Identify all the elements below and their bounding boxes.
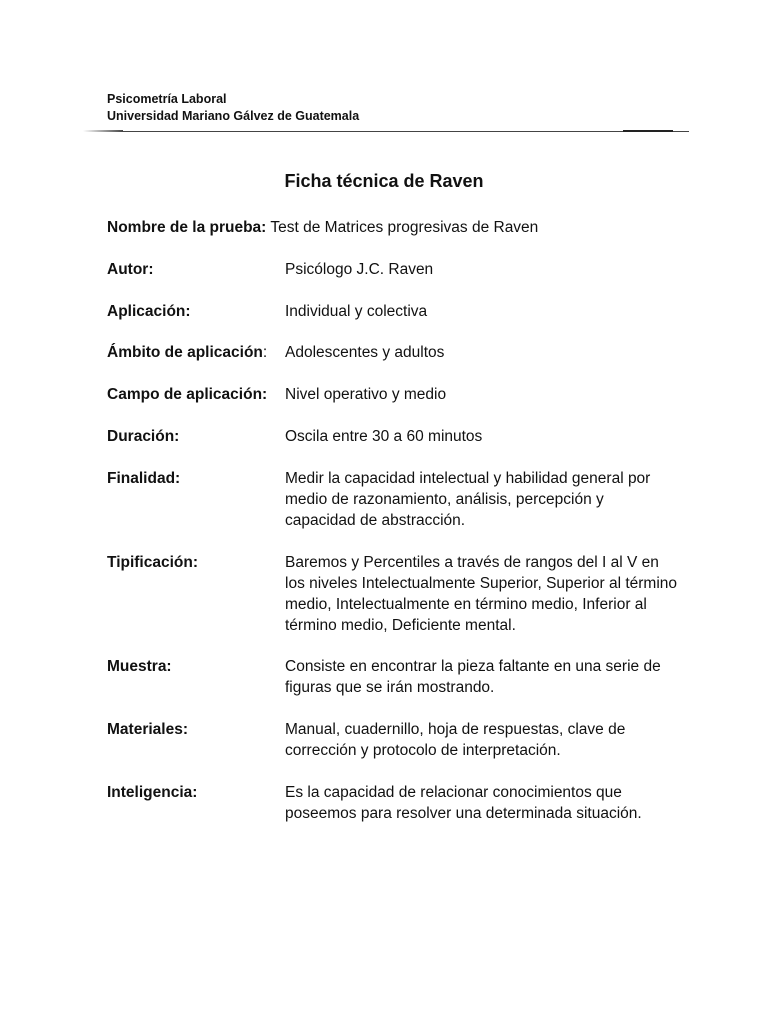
test-name-label: Nombre de la prueba:: [107, 219, 267, 236]
document-header: [107, 91, 359, 125]
field-value: Es la capacidad de relacionar conocimientos que poseemos para resolver una determinada situación.: [285, 784, 642, 822]
field-value: Manual, cuadernillo, hoja de respuestas, clave de corrección y protocolo de interpretación.: [285, 721, 626, 759]
header-divider: [83, 131, 689, 132]
field-value: Baremos y Percentiles a través de rangos del I al V en los niveles Intelectualmente Superior, Superior al término medio, Intelectualmente en término medio, Inferior al término medio, Deficiente mental.: [285, 554, 678, 634]
field-value: Medir la capacidad intelectual y habilidad general por medio de razonamiento, análisis, percepción y capacidad de abstracción.: [285, 470, 651, 529]
field-label: Materiales:: [107, 721, 188, 738]
field-value: Psicólogo J.C. Raven: [285, 261, 434, 278]
field-label: Duración:: [107, 428, 180, 445]
field-label: Tipificación:: [107, 554, 199, 571]
test-name-value: Test de Matrices progresivas de Raven: [270, 219, 539, 236]
course-name: Psicometría Laboral: [107, 92, 227, 106]
university-name: Universidad Mariano Gálvez de Guatemala: [107, 109, 360, 123]
field-value: Consiste en encontrar la pieza faltante en una serie de figuras que se irán mostrando.: [285, 658, 661, 696]
page-title: Ficha técnica de Raven: [284, 171, 484, 191]
field-label: Campo de aplicación:: [107, 386, 268, 403]
field-label-text: Ámbito de aplicación: [107, 344, 263, 361]
test-name-row: [107, 217, 538, 238]
field-label: Autor:: [107, 261, 154, 278]
field-label: Inteligencia:: [107, 784, 198, 801]
field-value: Adolescentes y adultos: [285, 344, 445, 361]
field-value: Nivel operativo y medio: [285, 386, 447, 403]
field-label: Aplicación:: [107, 303, 191, 320]
field-label-colon: :: [262, 344, 268, 361]
field-value: Oscila entre 30 a 60 minutos: [285, 428, 483, 445]
field-label: [107, 342, 267, 363]
field-value: Individual y colectiva: [285, 303, 428, 320]
field-label: Muestra:: [107, 658, 172, 675]
field-label: Finalidad:: [107, 470, 181, 487]
